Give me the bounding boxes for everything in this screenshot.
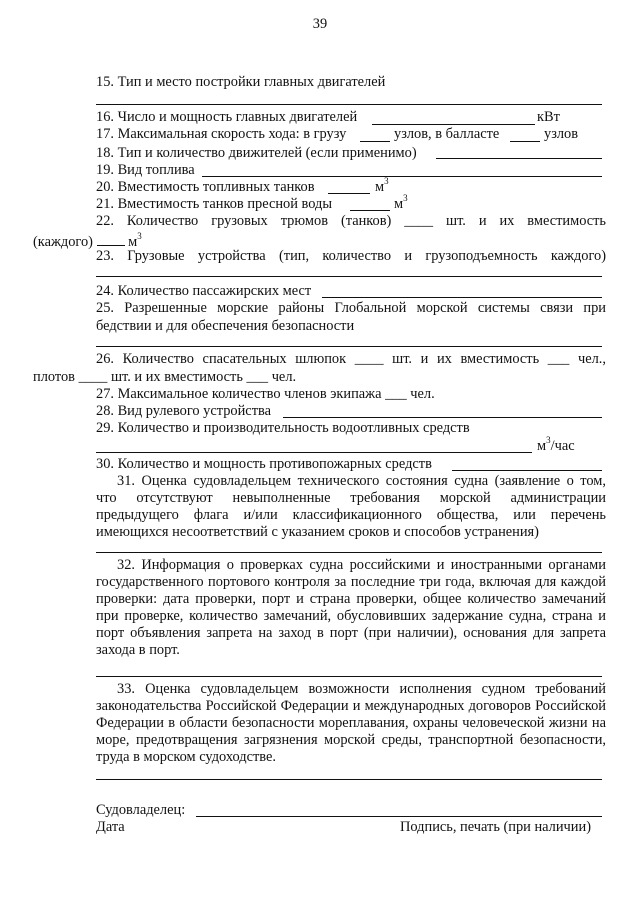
item-30-answer-line[interactable] [452, 470, 602, 471]
item-25-line1: 25. Разрешенные морские районы Глобальной морской системы связи при [96, 300, 606, 316]
item-22-volume-line[interactable] [97, 233, 125, 246]
item-22-line2: (каждого) $м^3$ [33, 231, 142, 250]
item-16-answer-line[interactable] [372, 124, 535, 125]
item-28-answer-line[interactable] [283, 417, 602, 418]
item-26-line1: 26. Количество спасательных шлюпок ____ шт. и их вместимость ___ чел., [96, 351, 606, 367]
item-15-answer-line[interactable] [96, 104, 602, 105]
item-20-unit: $м^3$ [375, 176, 389, 195]
signature-stamp-label: Подпись, печать (при наличии) [400, 819, 591, 835]
item-29-unit: $м^3$/час [537, 435, 575, 454]
item-31-text: 31. Оценка судовладельцем технического состояния судна (заявление о том, что отсутствуют невыполненные требования морской администрации предыдущего флага и/или классификационного общества, или перечень имеющихся несоответствий с указанием сроков и способов устранения) [96, 473, 606, 540]
item-21-unit: $м^3$ [394, 193, 408, 212]
item-23-answer-line[interactable] [96, 276, 602, 277]
item-32-text: 32. Информация о проверках судна российскими и иностранными органами государственного портового контроля за последние три года, включая для каждой проверки: дата проверки, порт и страна проверки, общее количество замечаний при проверке, количество замечаний, обусловивших задержание судна, страна и порт объявления запрета на заход в порт (при наличии), основания для запрета захода в порт. [96, 557, 606, 658]
item-19-label: 19. Вид топлива [96, 162, 195, 178]
item-24-answer-line[interactable] [322, 297, 602, 298]
item-30-label: 30. Количество и мощность противопожарных средств [96, 456, 432, 472]
page-number: 39 [312, 16, 328, 32]
item-33-answer-line[interactable] [96, 779, 602, 780]
item-26-line2: плотов ____ шт. и их вместимость ___ чел. [33, 369, 297, 385]
owner-label: Судовладелец: [96, 802, 186, 818]
item-20-answer-line[interactable] [328, 193, 370, 194]
item-20-label: 20. Вместимость топливных танков [96, 179, 315, 195]
item-25-answer-line[interactable] [96, 346, 602, 347]
item-19-answer-line[interactable] [202, 176, 602, 177]
item-17-loaded-line[interactable] [360, 141, 390, 142]
item-28-label: 28. Вид рулевого устройства [96, 403, 271, 419]
item-31-answer-line[interactable] [96, 552, 602, 553]
item-21-answer-line[interactable] [350, 210, 390, 211]
item-27-label: 27. Максимальное количество членов экипажа ___ чел. [96, 386, 435, 402]
date-label: Дата [96, 819, 125, 835]
item-29-label: 29. Количество и производительность водоотливных средств [96, 420, 470, 436]
item-21-label: 21. Вместимость танков пресной воды [96, 196, 333, 212]
item-22-line1: 22. Количество грузовых трюмов (танков) ____ шт. и их вместимость [96, 213, 606, 229]
item-17-ballast-line[interactable] [510, 141, 540, 142]
item-24-label: 24. Количество пассажирских мест [96, 283, 312, 299]
item-17-ballast-label: узлов, в балласте [394, 126, 500, 142]
item-32-answer-line[interactable] [96, 676, 602, 677]
item-17-unit: узлов [544, 126, 579, 142]
item-17-label: 17. Максимальная скорость хода: в грузу [96, 126, 347, 142]
item-18-label: 18. Тип и количество движителей (если применимо) [96, 145, 417, 161]
item-18-answer-line[interactable] [436, 158, 602, 159]
item-23-label: 23. Грузовые устройства (тип, количество и грузоподъемность каждого) [96, 248, 606, 264]
item-16-label: 16. Число и мощность главных двигателей [96, 109, 358, 125]
item-15-label: 15. Тип и место постройки главных двигателей [96, 74, 386, 90]
item-16-unit: кВт [537, 109, 560, 125]
item-25-line2: бедствии и для обеспечения безопасности [96, 318, 355, 334]
item-29-answer-line[interactable] [96, 452, 532, 453]
item-33-text: 33. Оценка судовладельцем возможности исполнения судном требований законодательства Российской Федерации и международных договоров Российской Федерации в области безопасности мореплавания, охраны человеческой жизни на море, предотвращения загрязнения морской среды, транспортной безопасности, труда в морском судоходстве. [96, 681, 606, 765]
owner-signature-line[interactable] [196, 816, 602, 817]
